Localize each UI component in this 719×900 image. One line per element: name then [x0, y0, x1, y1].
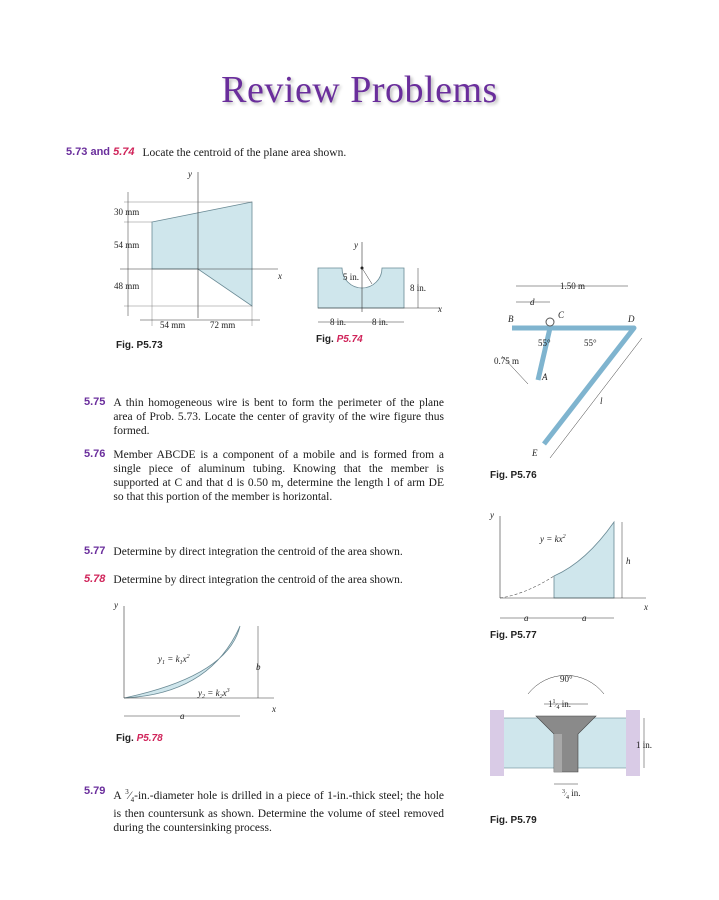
figure-p5-73: [100, 168, 300, 348]
dim-h: h: [626, 556, 631, 566]
problem-number: 5.75: [84, 396, 106, 408]
problem-5-76: [84, 448, 444, 504]
caption-p5-76: Fig. P5.76: [490, 470, 537, 481]
problem-text: Member ABCDE is a component of a mobile and is formed from a single piece of aluminum tubing. Knowing that the member is supported at C and that d is 0.50 m, determine the length l of arm DE so that this portion of the member is horizontal.: [113, 449, 444, 503]
curve-2-equation: $y_2 = k_2x^3$: [198, 688, 230, 700]
problem-text: A thin homogeneous wire is bent to form the perimeter of the plane area of Prob. 5.73. Locate the center of gravity of the wire figure thus formed.: [113, 397, 444, 437]
dim-72mm: 72 mm: [210, 320, 236, 330]
caption-p5-79: Fig. P5.79: [490, 815, 537, 826]
label-c: C: [558, 310, 565, 320]
problem-5-75: [84, 396, 444, 438]
problem-5-77: [84, 545, 444, 559]
dim-54mm-vertical: 54 mm: [114, 240, 140, 250]
parabola-dashed: [500, 576, 554, 598]
label-y: y: [490, 510, 494, 520]
curve-equation: $y = kx^2$: [540, 534, 566, 544]
problem-number: 5.77: [84, 545, 106, 557]
label-x: x: [278, 271, 282, 281]
caption-p5-74: Fig. P5.74: [316, 334, 363, 345]
problem-number: 5.73 and 5.74: [66, 146, 135, 158]
dim-l: l: [600, 396, 603, 406]
figure-p5-77: [486, 510, 656, 630]
label-b: B: [508, 314, 514, 324]
problem-5-73-74: [66, 146, 346, 160]
problem-text: A $^3⁄_4-in$.-diameter hole is drilled in a piece of 1-in.-thick steel; the hole is then countersunk as shown. Determine the volume of steel removed during the countersinking process.: [113, 788, 444, 835]
dim-a-left: a: [524, 613, 529, 623]
plate-break-left: [490, 710, 504, 776]
dim-d: d: [530, 297, 535, 307]
dim-0-75m: 0.75 m: [494, 356, 520, 366]
page-title: Review Problems: [221, 69, 498, 111]
label-e: E: [532, 448, 538, 458]
problem-number: 5.79: [84, 785, 106, 797]
dim-54mm-horizontal: 54 mm: [160, 320, 186, 330]
dim-48mm: 48 mm: [114, 281, 140, 291]
problem-number: 5.78: [84, 573, 106, 585]
figure-p5-79: [486, 664, 666, 814]
label-x: x: [644, 602, 648, 612]
dim-5in: 5 in.: [343, 272, 360, 282]
problem-5-79: [84, 785, 444, 835]
problem-text: Determine by direct integration the centroid of the area shown.: [113, 574, 403, 586]
angle-55-left: 55°: [538, 338, 551, 348]
plate-shape: [318, 268, 404, 308]
label-a: A: [542, 372, 548, 382]
support-c: [546, 318, 554, 326]
label-x: x: [272, 704, 276, 714]
figure-p5-76: [488, 272, 658, 470]
dim-1-1-4in: $1^1_{⁄4}$ in.: [548, 699, 572, 711]
figure-p5-78: [110, 600, 290, 726]
figure-p5-74: [310, 240, 450, 336]
label-y: y: [188, 169, 192, 179]
curve-1-equation: $y_1 = k_1x^2$: [158, 654, 190, 666]
label-y: y: [354, 240, 358, 250]
problem-text: Locate the centroid of the plane area shown.: [142, 147, 347, 159]
plane-area-shape: [152, 202, 252, 306]
label-d: D: [628, 314, 635, 324]
dim-8in-vertical: 8 in.: [410, 283, 427, 293]
dim-1in: 1 in.: [636, 740, 653, 750]
caption-p5-77: Fig. P5.77: [490, 630, 537, 641]
caption-p5-73: Fig. P5.73: [116, 340, 163, 351]
problem-number: 5.76: [84, 448, 106, 460]
dim-1-50m: 1.50 m: [560, 281, 586, 291]
problem-text: Determine by direct integration the centroid of the area shown.: [113, 546, 403, 558]
dim-8in-left: 8 in.: [330, 317, 347, 327]
dim-a: a: [180, 711, 185, 721]
dim-30mm: 30 mm: [114, 207, 140, 217]
problem-5-78: [84, 573, 444, 587]
dim-a-right: a: [582, 613, 587, 623]
label-y: y: [114, 600, 118, 610]
angle-90: 90°: [560, 674, 573, 684]
caption-p5-78: Fig. P5.78: [116, 733, 163, 744]
dim-b: b: [256, 662, 261, 672]
label-x: x: [438, 304, 442, 314]
dim-3-4in: $^3_{⁄4}$ in.: [562, 788, 581, 801]
dim-8in-right: 8 in.: [372, 317, 389, 327]
angle-55-right: 55°: [584, 338, 597, 348]
